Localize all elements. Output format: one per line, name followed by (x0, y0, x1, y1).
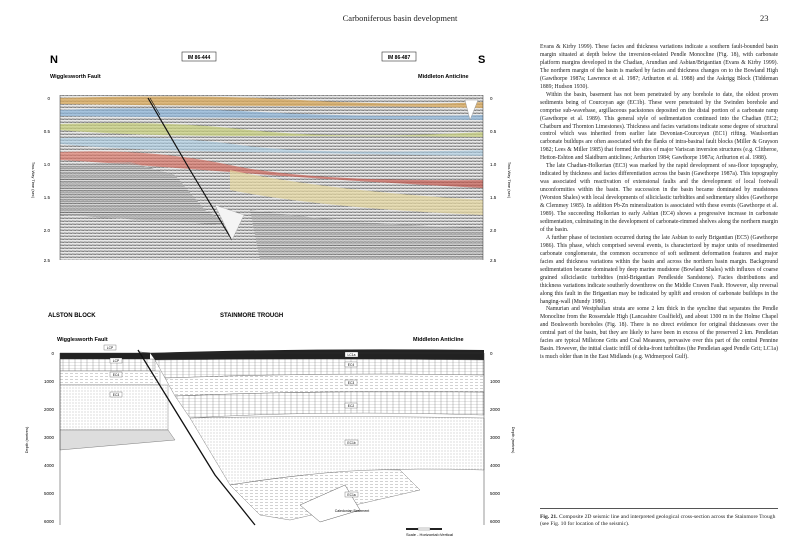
seismic-anticline-label: Middleton Anticline (418, 74, 469, 80)
depth-tick-left: 6000 (43, 519, 54, 524)
unit-label: EC2 (347, 404, 355, 408)
seismic-tick-left: 1.5 (43, 195, 50, 200)
body-text-column (540, 44, 778, 362)
unit-label: EC1b (347, 441, 356, 445)
body-paragraph: Within the basin, basement has not been penetrated by any borehole to date, the oldest proven sediments being of Courceyan age (EC1b). These were penetrated by the Swinden borehole and comprise sub-wavebase, argillaceous packstones deposited on the distal portion of a carbonate ramp (Gawthorpe et al. 1989). This general style of sedimentation continued into the Chadian (EC2; Chatburn and Thornton Limestones). Thickness and facies variations indicate some degree of structural control which was inherited from earlier late Devonian-Courceyan (EC1) rifting. Waulsortian carbonate buildups are often associated with the flanks of intra-basinal fault blocks (Miller & Grayson 1982; Lees & Miller 1985) that formed the sites of major Variscan inversion structures (e.g. Clitheroe, Hetton-Eshton and Slaidburn anticlines; Arthurton 1984; Gawthorpe 1987a; Arthurton et al. 1988). (540, 91, 778, 162)
depth-tick-left: 4000 (43, 463, 54, 468)
caption-rule (540, 508, 778, 509)
scale-bar (406, 528, 453, 537)
body-paragraph: The late Chadian-Holkerian (EC3) was marked by the rapid development of sea-floor topography, indicated by thickness and facies differentiation across the basin (Gawthorpe 1987a). This topography was associated with reactivation of extensional faults and the development of local footwall unconformities within the basin. The succession in the basin became dominated by mudstones (Worston Shales) with local developments of siliciclastic turbidites and sedimentary slides (Gawthorpe & Clemmey 1985). In addition Pb-Zn mineralization is associated with these events (Gawthorpe et al. 1989). The succeeding Holkerian to early Asbian (EC4) shows a progressive increase in carbonate sedimentation, culminating in the development of carbonate-rimmed shelves along the northern margin of the basin. (540, 163, 778, 233)
seismic-tick-left: 2.5 (43, 258, 50, 263)
depth-tick-right: 3000 (490, 435, 501, 440)
seismic-tick-right: 2.0 (490, 228, 497, 233)
body-paragraph: Namurian and Westphalian strata are some 2 km thick in the syncline that separates the Pendle Monocline from the Rossendale High (Lancashire Coalfield), and about 1300 m in the Holme Chapel and Boulsworth boreholes (Fig. 18). There is no direct evidence for original thicknesses over the central part of the basin, but they are likely to have been in excess of the preserved 2 km. Pendleian facies are typical Millstone Grits and Coal Measures, pervasive over this part of the central Pennine Basin. However, the initial clastic infill of delta-front turbidites (the Pendleian aged Pendle Grit; LC1a) is much older than in the East Midlands (e.g. Widmerpool Gulf). (540, 306, 778, 361)
seismic-y-axis-label-left: Two-Way Time (sec) (31, 161, 36, 199)
seismic-tick-right: 2.5 (490, 258, 497, 263)
depth-tick-left: 3000 (43, 435, 54, 440)
seismic-line-id-left: IM 86-444 (187, 55, 211, 61)
figure-caption (540, 514, 778, 529)
scale-label: Scale - Horizontal=Vertical (406, 532, 454, 537)
unit-label: EC4 (112, 373, 120, 377)
page-number: 23 (760, 13, 769, 23)
figure-caption-text: Composite 2D seismic line and interpreted geological cross-section across the Stainmore Trough (see Fig. 10 for location of the seismic). (540, 514, 776, 528)
seismic-y-axis-label-right: Two-Way Time (sec) (507, 161, 512, 199)
seismic-tick-right: 0.5 (490, 129, 497, 134)
body-paragraph: A further phase of tectonism occurred during the late Asbian to early Brigantian (EC5) (Gawthorpe 1986). This phase, which comprised several events, is characterized by major units of resedimented carbonate conglomerate, the common occurrence of soft sediment deformation features and major facies and thickness variations within the basin and across the northern basin margin. Background sedimentation became dominated by deep marine mudstone (Bowland Shales) with influxes of coarse grained siliciclastic turbidites (mid-Brigantian Pendleside Sandstone). Facies distributions and thickness variations indicate southerly downthrow on the Middle Craven Fault. However, slip reversal along this fault in the Brigantian may be indicated by uplift and erosion of carbonate buildups in the hanging-wall (Mundy 1980). (540, 234, 778, 305)
depth-axis-label-right: Depth (metres) (511, 426, 516, 454)
south-direction-label: S (478, 54, 486, 66)
seismic-axis-left (31, 95, 60, 263)
seismic-section-figure (0, 40, 530, 290)
seismic-axis-right (483, 95, 512, 263)
seismic-tick-right: 1.5 (490, 195, 497, 200)
unit-label: LC1a (347, 353, 356, 357)
alston-block-label: ALSTON BLOCK (48, 313, 96, 319)
body-paragraph: Evans & Kirby 1999). These facies and thickness variations indicate a southern fault-bounded basin margin situated at depth below the inversion-related Pendle Monocline (Fig. 18), with carbonate platform margins developed in the Chadian, Arundian and Asbian/Brigantian (Evans & Kirby 1999). The northern margin of the basin is marked by facies and thickness changes on to the Bowland High (Gawthorpe 1987a; Lawrence et al. 1987; Arthurton et al. 1988) and the Askrigg Block (Tiddeman 1889; Hudson 1930). (540, 44, 778, 90)
seismic-tick-left: 0.5 (43, 129, 50, 134)
seismic-line-id-right: IM 86-487 (387, 55, 411, 61)
unit-label: LCP (106, 346, 114, 350)
unit-label: EC1a (347, 493, 356, 497)
depth-axis-right (484, 351, 516, 525)
basement-label: Caledonian Basement (334, 509, 370, 513)
seismic-tick-left: 1.0 (43, 162, 50, 167)
unit-label: EC3 (112, 393, 120, 397)
cross-section-panel (60, 345, 484, 525)
cross-section-anticline-label: Middleton Anticline (413, 337, 464, 343)
north-direction-label: N (50, 54, 58, 66)
seismic-tick-right: 0 (490, 96, 493, 101)
depth-tick-right: 1000 (490, 379, 501, 384)
depth-tick-right: 2000 (490, 407, 501, 412)
depth-axis-label-left: Depth (metres) (24, 426, 29, 454)
depth-tick-right: 6000 (490, 519, 501, 524)
seismic-tick-left: 0 (47, 96, 50, 101)
geological-cross-section-figure (0, 300, 530, 540)
seismic-fault-label: Wigglesworth Fault (50, 74, 101, 80)
depth-tick-left: 1000 (43, 379, 54, 384)
seismic-tick-right: 1.0 (490, 162, 497, 167)
unit-label: LCP (112, 359, 120, 363)
seismic-tick-left: 2.0 (43, 228, 50, 233)
depth-tick-right: 0 (490, 351, 493, 356)
depth-tick-right: 5000 (490, 491, 501, 496)
stainmore-trough-label: STAINMORE TROUGH (220, 313, 284, 319)
depth-tick-left: 2000 (43, 407, 54, 412)
running-header-title: Carboniferous basin development (342, 13, 458, 23)
cross-section-fault-label: Wigglesworth Fault (57, 337, 108, 343)
depth-tick-right: 4000 (490, 463, 501, 468)
unit-label: EC4 (347, 363, 355, 367)
seismic-reflection-panel (60, 95, 483, 260)
unit-label: EC3 (347, 381, 355, 385)
figure-caption-label: Fig. 21. (540, 514, 558, 520)
depth-tick-left: 5000 (43, 491, 54, 496)
depth-axis-left (24, 351, 60, 525)
depth-tick-left: 0 (51, 351, 54, 356)
